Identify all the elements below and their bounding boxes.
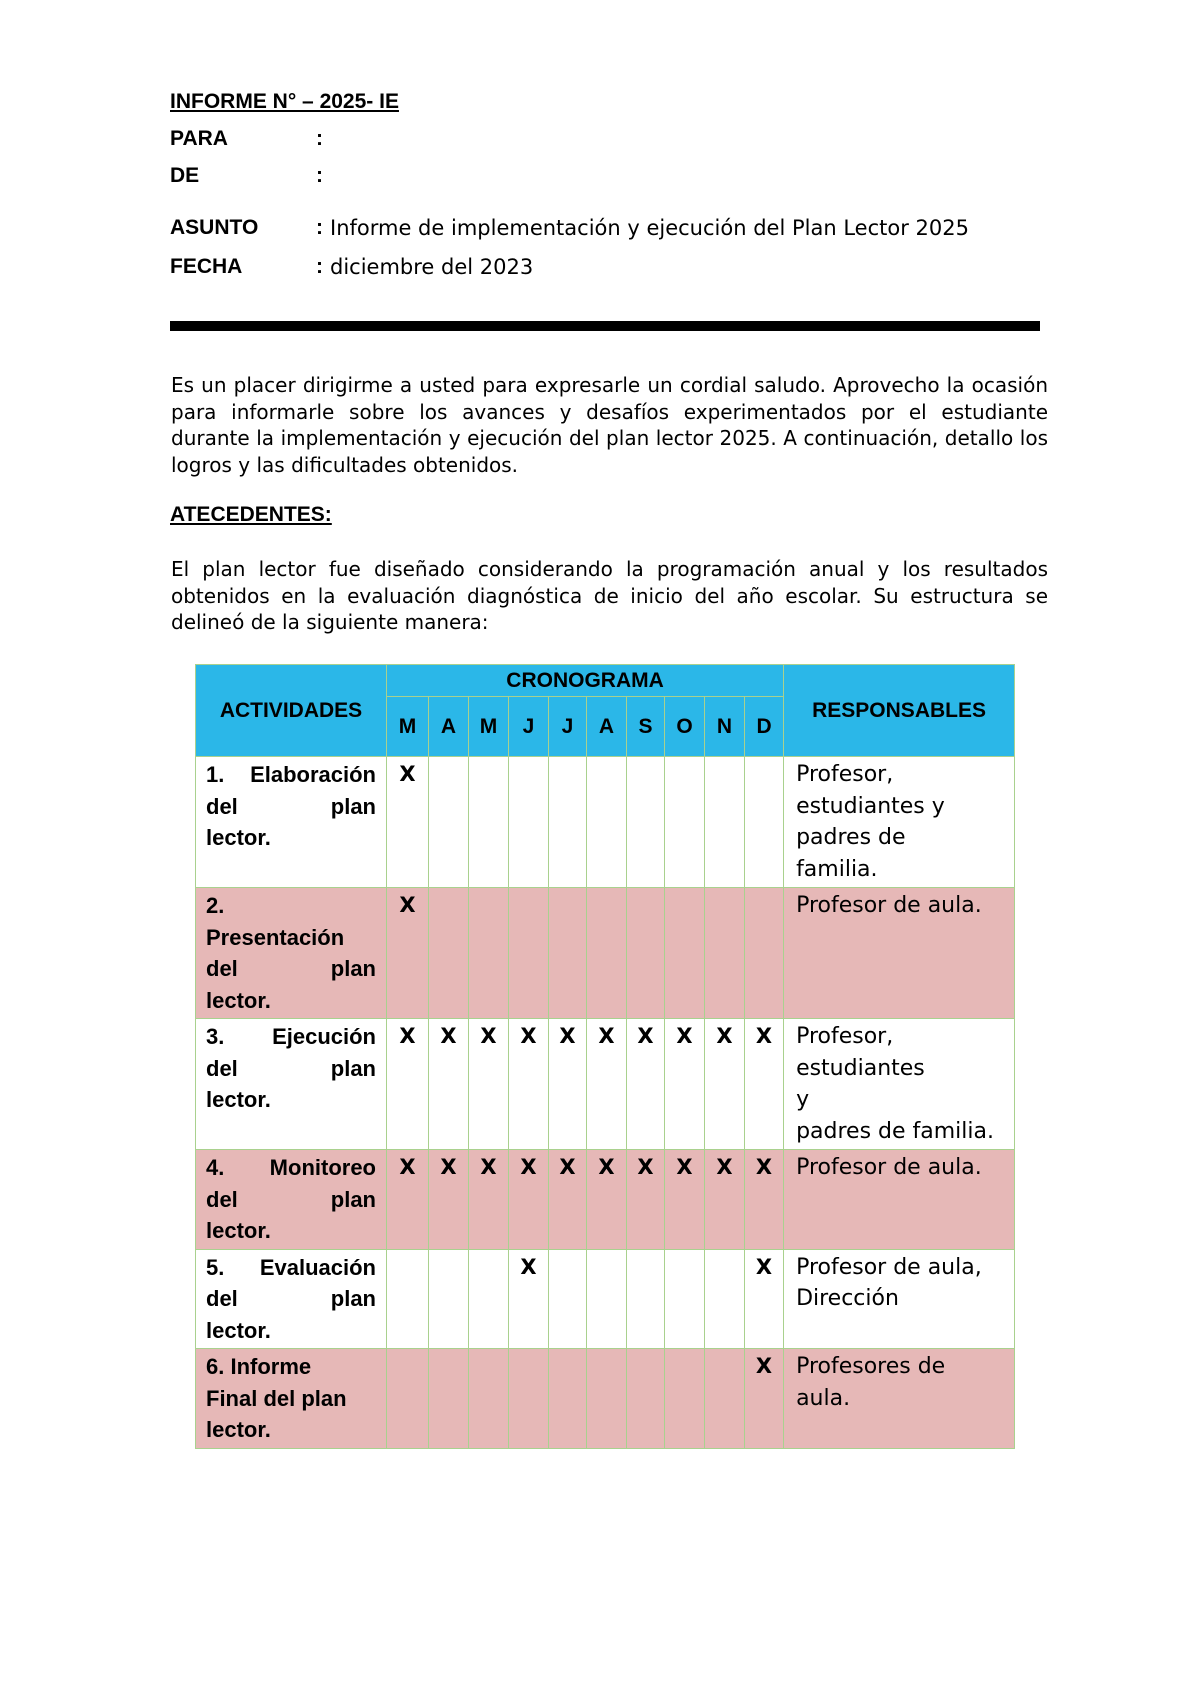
responsible-line: familia.: [796, 856, 878, 882]
schedule-cell: [745, 888, 784, 1019]
responsible-line: padres de: [796, 825, 906, 850]
activity-cell: [196, 1150, 387, 1250]
schedule-cell: [549, 888, 587, 1019]
schedule-cell: X: [509, 1150, 549, 1250]
activity-line: lector.: [206, 1317, 271, 1343]
field-colon: :: [316, 127, 323, 150]
month-header: M: [387, 697, 429, 757]
responsible-cell: [784, 1150, 1015, 1250]
schedule-cell: X: [387, 1150, 429, 1250]
schedule-cell: X: [509, 1019, 549, 1150]
month-header: J: [509, 697, 549, 757]
activity-cell: [196, 888, 387, 1019]
responsible-line: estudiantes y: [796, 793, 945, 819]
header-field-fecha: [170, 252, 533, 282]
responsible-line: Profesor de aula.: [796, 1155, 982, 1180]
field-label: DE: [170, 164, 200, 187]
schedule-cell: [549, 1349, 587, 1449]
schedule-cell: X: [587, 1150, 627, 1250]
header-divider: [170, 321, 1040, 331]
header-activities: ACTIVIDADES: [196, 665, 387, 757]
schedule-cell: [509, 757, 549, 888]
schedule-cell: [705, 1249, 745, 1349]
responsible-cell: [784, 1019, 1015, 1150]
schedule-cell: [587, 888, 627, 1019]
field-label: ASUNTO: [170, 216, 259, 239]
schedule-cell: X: [387, 888, 429, 1019]
schedule-cell: [665, 1349, 705, 1449]
schedule-cell: [745, 757, 784, 888]
schedule-cell: X: [665, 1019, 705, 1150]
table-row: [196, 1349, 1015, 1449]
activity-line: lector.: [206, 825, 271, 850]
activity-line: lector.: [206, 987, 271, 1013]
field-value: diciembre del 2023: [330, 255, 534, 279]
field-label: PARA: [170, 127, 228, 150]
month-header: M: [469, 697, 509, 757]
schedule-cell: X: [705, 1150, 745, 1250]
activity-line: 5. Evaluación: [206, 1254, 376, 1280]
responsible-line: aula.: [796, 1385, 851, 1411]
month-header: O: [665, 697, 705, 757]
schedule-cell: [627, 1349, 665, 1449]
schedule-cell: X: [549, 1150, 587, 1250]
month-header: N: [705, 697, 745, 757]
field-colon: :: [316, 255, 323, 278]
schedule-cell: [387, 1249, 429, 1349]
month-header: J: [549, 697, 587, 757]
activity-line: del plan: [206, 956, 376, 981]
schedule-cell: X: [705, 1019, 745, 1150]
month-header: A: [429, 697, 469, 757]
schedule-cell: X: [387, 1019, 429, 1150]
header-schedule: CRONOGRAMA: [387, 665, 784, 697]
schedule-cell: X: [745, 1150, 784, 1250]
schedule-cell: [387, 1349, 429, 1449]
table-row: [196, 1249, 1015, 1349]
table-row: [196, 1150, 1015, 1250]
background-paragraph: El plan lector fue diseñado considerando la programación anual y los resultados obtenidos en la evaluación diagnóstica de inicio del año escolar. Su estructura se delineó de la siguiente manera:: [171, 557, 1048, 634]
activity-line: lector.: [206, 1218, 271, 1243]
table-row: [196, 1019, 1015, 1150]
responsible-line: Profesor de aula.: [796, 893, 982, 918]
schedule-cell: X: [387, 757, 429, 888]
activity-line: 4. Monitoreo: [206, 1155, 376, 1180]
activity-line: Final del plan: [206, 1385, 347, 1411]
activity-line: del plan: [206, 1055, 376, 1081]
schedule-cell: X: [745, 1019, 784, 1150]
schedule-cell: [665, 1249, 705, 1349]
activity-line: lector.: [206, 1417, 271, 1442]
responsible-line: y: [796, 1087, 810, 1112]
intro-paragraph: Es un placer dirigirme a usted para expresarle un cordial saludo. Aprovecho la ocasión para informarle sobre los avances y desafíos experimentados por el estudiante durante la implementación y ejecución del plan lector 2025. A continuación, detallo los logros y las dificultades obtenidos.: [171, 373, 1048, 477]
activity-line: 2.: [206, 893, 225, 918]
schedule-cell: [549, 757, 587, 888]
schedule-cell: X: [745, 1349, 784, 1449]
header-field-para: [170, 124, 330, 154]
field-colon: :: [316, 164, 323, 187]
month-header: S: [627, 697, 665, 757]
section-title: ATECEDENTES:: [170, 503, 332, 526]
schedule-cell: [705, 888, 745, 1019]
schedule-cell: [469, 1249, 509, 1349]
responsible-line: Profesores de: [796, 1354, 946, 1379]
activity-cell: [196, 1249, 387, 1349]
schedule-cell: [587, 1349, 627, 1449]
schedule-cell: X: [665, 1150, 705, 1250]
schedule-cell: [549, 1249, 587, 1349]
schedule-cell: [509, 1349, 549, 1449]
schedule-cell: [587, 1249, 627, 1349]
schedule-cell: [627, 888, 665, 1019]
responsible-cell: [784, 888, 1015, 1019]
activity-line: del plan: [206, 793, 376, 819]
schedule-cell: X: [549, 1019, 587, 1150]
schedule-cell: [429, 1249, 469, 1349]
month-header: D: [745, 697, 784, 757]
schedule-cell: [627, 1249, 665, 1349]
schedule-cell: [587, 757, 627, 888]
schedule-cell: [469, 1349, 509, 1449]
activity-line: 6. Informe: [206, 1354, 312, 1379]
field-value: Informe de implementación y ejecución del Plan Lector 2025: [330, 216, 969, 240]
activity-cell: [196, 1349, 387, 1449]
activity-line: lector.: [206, 1087, 271, 1112]
schedule-cell: [509, 888, 549, 1019]
responsible-line: Dirección: [796, 1286, 899, 1311]
activity-line: del plan: [206, 1286, 376, 1311]
field-colon: :: [316, 216, 323, 239]
header-field-asunto: [170, 213, 969, 243]
responsible-line: Profesor,: [796, 1024, 894, 1049]
schedule-cell: X: [469, 1019, 509, 1150]
schedule-cell: X: [429, 1019, 469, 1150]
report-title: INFORME N° – 2025- IE: [170, 90, 399, 113]
schedule-cell: [665, 888, 705, 1019]
schedule-cell: [705, 757, 745, 888]
schedule-cell: X: [627, 1150, 665, 1250]
responsible-cell: [784, 757, 1015, 888]
schedule-cell: [429, 1349, 469, 1449]
schedule-table: [195, 664, 1015, 1449]
schedule-cell: [705, 1349, 745, 1449]
activity-line: 3. Ejecución: [206, 1024, 376, 1049]
schedule-cell: [665, 757, 705, 888]
activity-cell: [196, 1019, 387, 1150]
header-field-de: [170, 161, 330, 191]
responsible-line: Profesor de aula,: [796, 1254, 982, 1280]
responsible-line: estudiantes: [796, 1055, 925, 1081]
schedule-cell: [429, 757, 469, 888]
schedule-cell: X: [745, 1249, 784, 1349]
activity-line: Presentación: [206, 924, 345, 950]
schedule-cell: X: [469, 1150, 509, 1250]
header-responsible: RESPONSABLES: [784, 665, 1015, 757]
activity-cell: [196, 757, 387, 888]
schedule-cell: [469, 888, 509, 1019]
schedule-cell: X: [627, 1019, 665, 1150]
field-label: FECHA: [170, 255, 243, 278]
schedule-cell: [469, 757, 509, 888]
responsible-cell: [784, 1249, 1015, 1349]
schedule-cell: [627, 757, 665, 888]
table-row: [196, 888, 1015, 1019]
responsible-cell: [784, 1349, 1015, 1449]
responsible-line: padres de familia.: [796, 1118, 994, 1144]
schedule-cell: [429, 888, 469, 1019]
schedule-cell: X: [587, 1019, 627, 1150]
schedule-cell: X: [429, 1150, 469, 1250]
table-row: [196, 757, 1015, 888]
responsible-line: Profesor,: [796, 762, 894, 787]
schedule-cell: X: [509, 1249, 549, 1349]
month-header: A: [587, 697, 627, 757]
activity-line: 1. Elaboración: [206, 762, 376, 787]
activity-line: del plan: [206, 1186, 376, 1212]
